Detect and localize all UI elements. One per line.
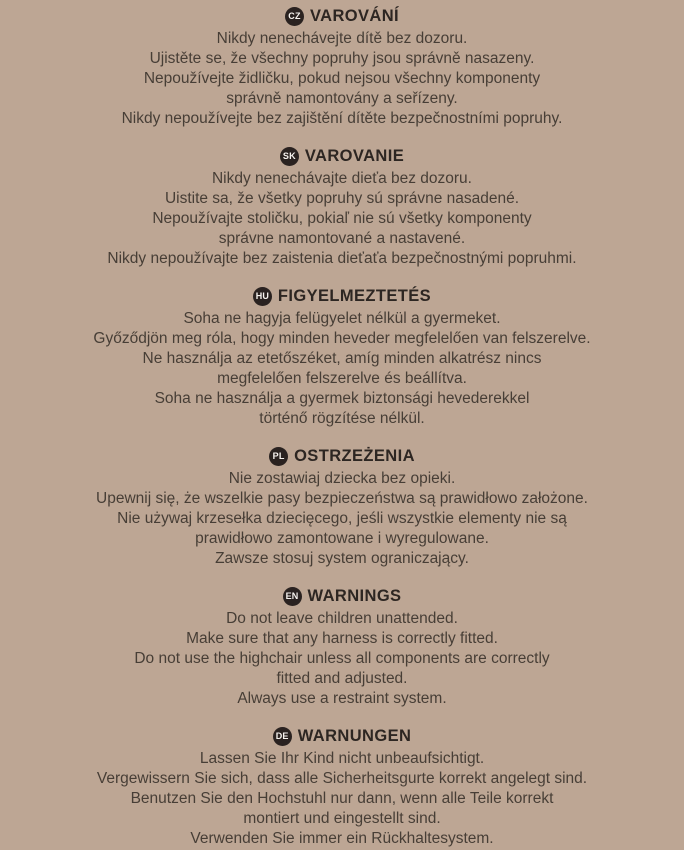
warning-line: Nepoužívajte stoličku, pokiaľ nie sú všetky komponenty <box>152 210 532 227</box>
warning-line: Do not use the highchair unless all components are correctly <box>134 650 550 667</box>
language-badge-sk: SK <box>280 147 299 166</box>
warning-line: Zawsze stosuj system ograniczający. <box>215 550 469 567</box>
warning-line: Uistite sa, že všetky popruhy sú správne nasadené. <box>164 190 520 207</box>
warning-line: Benutzen Sie den Hochstuhl nur dann, wenn alle Teile korrekt <box>130 790 554 807</box>
section-title: VAROVANIE <box>304 146 405 165</box>
language-badge-hu: HU <box>253 287 272 306</box>
warning-section-pl <box>22 445 662 569</box>
warning-line: megfelelően felszerelve és beállítva. <box>217 370 467 387</box>
warning-section-en <box>22 585 662 709</box>
warning-section-sk <box>22 145 662 269</box>
section-lines <box>22 169 662 269</box>
warning-line: Ne használja az etetőszéket, amíg minden alkatrész nincs <box>142 350 542 367</box>
warning-line: fitted and adjusted. <box>276 670 408 687</box>
section-title: FIGYELMEZTETÉS <box>277 286 432 305</box>
language-badge-cz: CZ <box>285 7 304 26</box>
warning-line: Nie używaj krzesełka dziecięcego, jeśli wszystkie elementy nie są <box>117 510 567 527</box>
warning-line: prawidłowo zamontowane i wyregulowane. <box>195 530 489 547</box>
warning-line: Vergewissern Sie sich, dass alle Sicherheitsgurte korrekt angelegt sind. <box>96 770 588 787</box>
warning-section-hu <box>22 285 662 429</box>
section-title: VAROVÁNÍ <box>309 6 400 25</box>
warning-line: Nepoužívejte židličku, pokud nejsou všechny komponenty <box>143 70 541 87</box>
section-lines <box>22 749 662 849</box>
section-heading <box>22 585 662 607</box>
warnings-page <box>22 0 662 849</box>
section-title: WARNINGS <box>307 586 402 605</box>
language-badge-en: EN <box>283 587 302 606</box>
language-badge-de: DE <box>273 727 292 746</box>
warning-line: Soha ne hagyja felügyelet nélkül a gyermeket. <box>183 310 501 327</box>
section-lines <box>22 29 662 129</box>
warning-line: Nie zostawiaj dziecka bez opieki. <box>228 470 456 487</box>
section-heading <box>22 5 662 27</box>
section-lines <box>22 309 662 429</box>
section-title: OSTRZEŻENIA <box>294 446 415 465</box>
section-title: WARNUNGEN <box>297 726 412 745</box>
section-heading <box>22 445 662 467</box>
warning-section-cz <box>22 5 662 129</box>
section-heading <box>22 725 662 747</box>
warning-line: Make sure that any harness is correctly fitted. <box>186 630 498 647</box>
warning-sections-container <box>22 5 662 849</box>
warning-section-de <box>22 725 662 849</box>
warning-line: správně namontovány a seřízeny. <box>226 90 458 107</box>
warning-line: Győződjön meg róla, hogy minden heveder megfelelően van felszerelve. <box>93 330 591 347</box>
section-heading <box>22 145 662 167</box>
warning-line: Do not leave children unattended. <box>226 610 458 627</box>
warning-line: Ujistěte se, že všechny popruhy jsou správně nasazeny. <box>149 50 535 67</box>
warning-line: Verwenden Sie immer ein Rückhaltesystem. <box>190 830 494 847</box>
warning-line: Nikdy nepoužívajte bez zaistenia dieťaťa bezpečnostnými popruhmi. <box>107 250 577 267</box>
section-lines <box>22 469 662 569</box>
language-badge-pl: PL <box>269 447 288 466</box>
section-lines <box>22 609 662 709</box>
warning-line: montiert und eingestellt sind. <box>243 810 441 827</box>
warning-line: Always use a restraint system. <box>237 690 447 707</box>
warning-line: Lassen Sie Ihr Kind nicht unbeaufsichtigt. <box>199 750 485 767</box>
warning-line: Soha ne használja a gyermek biztonsági hevederekkel <box>154 390 530 407</box>
warning-line: správne namontované a nastavené. <box>218 230 466 247</box>
warning-line: történő rögzítése nélkül. <box>259 410 425 427</box>
warning-line: Upewnij się, że wszelkie pasy bezpieczeństwa są prawidłowo założone. <box>96 490 588 507</box>
warning-line: Nikdy nenechávejte dítě bez dozoru. <box>216 30 468 47</box>
warning-line: Nikdy nepoužívejte bez zajištění dítěte bezpečnostními popruhy. <box>121 110 563 127</box>
warning-line: Nikdy nenechávajte dieťa bez dozoru. <box>211 170 472 187</box>
section-heading <box>22 285 662 307</box>
